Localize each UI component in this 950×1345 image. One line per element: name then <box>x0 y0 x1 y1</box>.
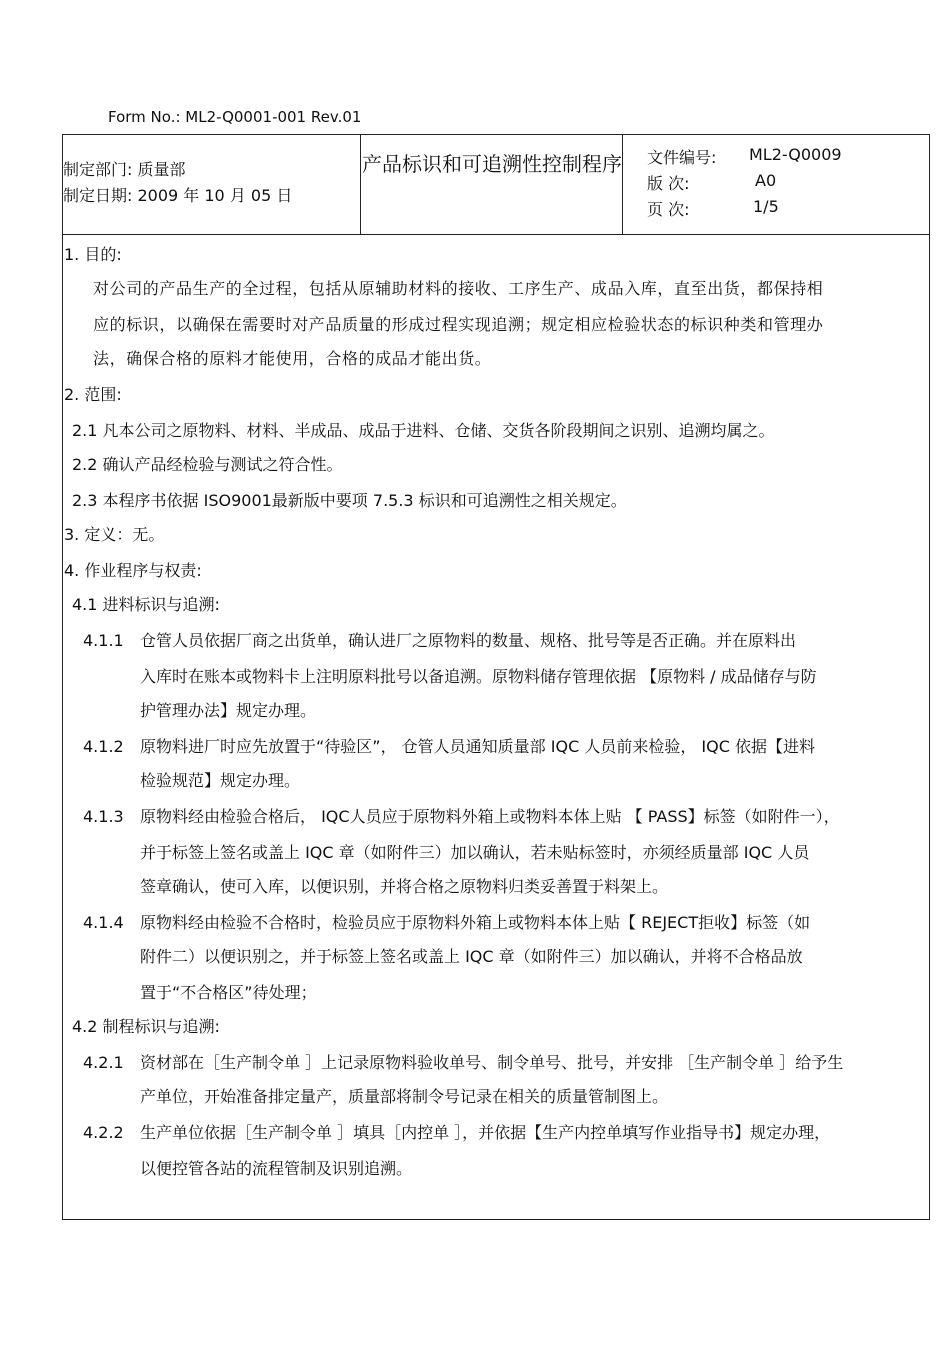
clause-number: 4.2.2 <box>83 1123 124 1142</box>
dept-label: 制定部门: 质量部 <box>63 160 186 179</box>
form-number: Form No.: ML2-Q0001-001 Rev.01 <box>108 108 362 126</box>
version-value: A0 <box>755 171 777 190</box>
clause-number: 4.1.4 <box>83 913 124 932</box>
clause-number: 4.1.3 <box>83 807 124 826</box>
section-1-paragraph-line: 法，确保合格的原料才能使用，合格的成品才能出货。 <box>93 349 492 368</box>
section-3: 3. 定义：无。 <box>64 525 165 544</box>
section-2-1: 2.1 凡本公司之原物料、材料、半成品、成品于进料、仓储、交货各阶段期间之识别、追溯均属之。 <box>72 421 775 440</box>
header-title-cell <box>361 135 623 234</box>
section-2-title: 2. 范围: <box>64 385 122 404</box>
section-1-paragraph-line: 应的标识，以确保在需要时对产品质量的形成过程实现追溯；规定相应检验状态的标识种类和管理办 <box>93 315 824 334</box>
clause-4-1-2-line: 原物料进厂时应先放置于“待验区”， 仓管人员通知质量部 IQC 人员前来检验， IQC 依据【进料 <box>140 737 815 756</box>
clause-4-2-1-line: 资材部在［生产制令单 ］上记录原物料验收单号、制令单号、批号，并安排 ［生产制令单 ］给予生 <box>140 1053 844 1072</box>
clause-4-1-3-line: 并于标签上签名或盖上 IQC 章（如附件三）加以确认，若未贴标签时，亦须经质量部 IQC 人员 <box>140 843 810 862</box>
header-table <box>63 135 929 235</box>
document-frame <box>62 134 930 1220</box>
page-value: 1/5 <box>753 197 779 216</box>
clause-4-1-4-line: 附件二）以便识别之，并于标签上签名或盖上 IQC 章（如附件三）加以确认，并将不合格品放 <box>140 947 803 966</box>
section-2-2: 2.2 确认产品经检验与测试之符合性。 <box>72 455 343 474</box>
header-left-cell <box>63 135 361 234</box>
clause-number: 4.2.1 <box>83 1053 124 1072</box>
section-1-paragraph-line: 对公司的产品生产的全过程，包括从原辅助材料的接收、工序生产、成品入库，直至出货，都保持相 <box>93 279 824 298</box>
section-2-3: 2.3 本程序书依据 ISO9001最新版中要项 7.5.3 标识和可追溯性之相关规定。 <box>72 491 627 510</box>
clause-4-1-1-line: 仓管人员依据厂商之出货单，确认进厂之原物料的数量、规格、批号等是否正确。并在原料出 <box>140 631 797 650</box>
clause-number: 4.1.1 <box>83 631 124 650</box>
clause-4-1-2-line: 检验规范】规定办理。 <box>140 771 301 790</box>
clause-4-1-3-line: 签章确认，使可入库，以便识别，并将合格之原物料归类妥善置于料架上。 <box>140 877 669 896</box>
clause-4-2-2-line: 生产单位依据［生产制令单 ］填具［内控单 ］，并依据【生产内控单填写作业指导书】规定办理， <box>140 1123 831 1142</box>
section-4-2-title: 4.2 制程标识与追溯: <box>72 1017 220 1036</box>
date-label: 制定日期: 2009 年 10 月 05 日 <box>63 186 293 205</box>
version-label: 版 次: <box>647 174 690 193</box>
doc-number-label: 文件编号: <box>647 148 717 167</box>
clause-4-1-4-line: 原物料经由检验不合格时，检验员应于原物料外箱上或物料本体上贴【 REJECT拒收】标签（如 <box>140 913 811 932</box>
header-right-cell <box>623 135 929 234</box>
page-label: 页 次: <box>647 200 690 219</box>
clause-4-2-2-line: 以便控管各站的流程管制及识别追溯。 <box>140 1159 413 1178</box>
section-4-title: 4. 作业程序与权责: <box>64 561 202 580</box>
section-1-title: 1. 目的: <box>64 245 122 264</box>
clause-4-1-1-line: 护管理办法】规定办理。 <box>140 701 317 720</box>
clause-number: 4.1.2 <box>83 737 124 756</box>
section-4-1-title: 4.1 进料标识与追溯: <box>72 595 220 614</box>
clause-4-1-1-line: 入库时在账本或物料卡上注明原料批号以备追溯。原物料储存管理依据 【原物料 / 成品储存与防 <box>140 667 817 686</box>
clause-4-2-1-line: 产单位，开始准备排定量产，质量部将制令号记录在相关的质量管制图上。 <box>140 1087 669 1106</box>
clause-4-1-4-line: 置于“不合格区”待处理； <box>140 983 317 1002</box>
clause-4-1-3-line: 原物料经由检验合格后， IQC人员应于原物料外箱上或物料本体上贴 【 PASS】标签（如附件一）， <box>140 807 840 826</box>
document-title: 产品标识和可追溯性控制程序 <box>362 152 622 176</box>
doc-number-value: ML2-Q0009 <box>749 145 842 164</box>
